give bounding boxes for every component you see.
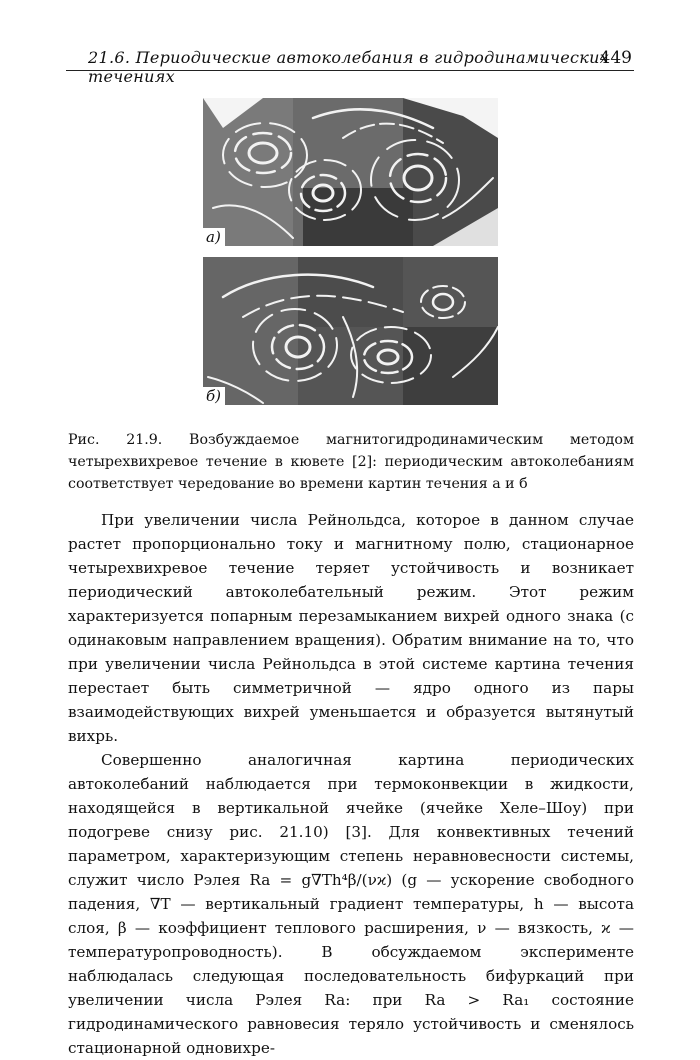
panel-label-a: а) bbox=[203, 228, 225, 246]
paragraph-2: Совершенно аналогичная картина периодических автоколебаний наблюдается при термоконвекции в жидкости, находящейся в вертикальной ячейке (ячейке Хеле–Шоу) при подогреве снизу рис. 21.10) [3]. Для конвективных течений параметром, характеризующим степень неравновесности системы, служит число Рэлея Ra = g∇Th⁴β/(νϰ) (g — ускорение свободного падения, ∇T — вертикальный градиент температуры, h — высота слоя, β — коэффициент теплового расширения, ν — вязкость, ϰ — температуропроводность). В обсуждаемом эксперименте наблюдалась следующая последовательность бифуркаций при увеличении числа Рэлея Ra: при Ra > Ra₁ состояние гидродинамического равновесия теряло устойчивость и сменялось стационарной одновихре- bbox=[68, 751, 634, 1057]
panel-label-b: б) bbox=[203, 387, 225, 405]
page-number: 449 bbox=[599, 48, 632, 68]
body-text bbox=[68, 508, 634, 1060]
figure-caption bbox=[68, 429, 634, 495]
vortex-image-b bbox=[203, 257, 498, 405]
figure-panel-a bbox=[203, 98, 498, 246]
vortex-image-a bbox=[203, 98, 498, 246]
paragraph-1: При увеличении числа Рейнольдса, которое в данном случае растет пропорционально току и магнитному полю, стационарное четырехвихревое течение теряет устойчивость и возникает периодический автоколебательный режим. Этот режим характеризуется попарным перезамыканием вихрей одного знака (с одинаковым направлением вращения). Обратим внимание на то, что при увеличении числа Рейнольдса в этой системе картина течения перестает быть симметричной — ядро одного из пары взаимодействующих вихрей уменьшается и образуется вытянутый вихрь. bbox=[68, 511, 634, 745]
figure-caption-text: Рис. 21.9. Возбуждаемое магнитогидродинамическим методом четырехвихревое течение в кювете [2]: периодическим автоколебаниям соответствует чередование во времени картин течения а и б bbox=[68, 432, 634, 492]
figure-panel-b bbox=[203, 257, 498, 405]
running-title: 21.6. Периодические автоколебания в гидродинамических течениях bbox=[88, 48, 610, 86]
running-header bbox=[66, 44, 634, 86]
